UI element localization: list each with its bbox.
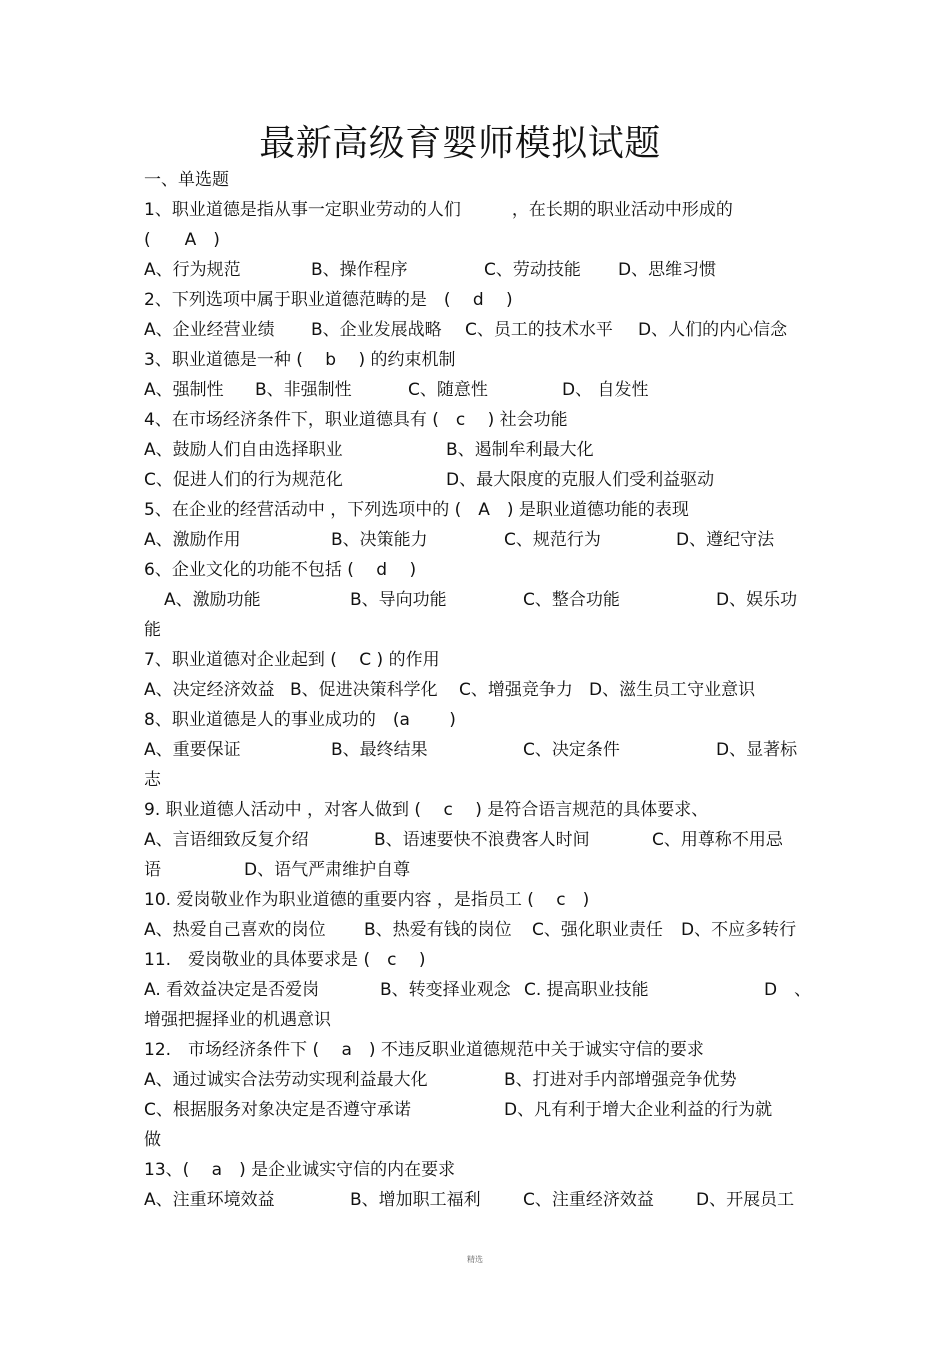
section-heading: 一、单选题 <box>144 170 229 190</box>
option-d: D、凡有利于增大企业利益的行为就 <box>504 1100 773 1120</box>
options-row <box>144 1185 814 1215</box>
option-b: B、导向功能 <box>350 590 447 610</box>
question-text: 10. 爱岗敬业作为职业道德的重要内容 ，是指员工 ( c ) <box>144 890 590 910</box>
option-d: D、不应多转行 <box>681 920 797 940</box>
option-a: A. 看效益决定是否爱岗 <box>144 980 320 1000</box>
option-b: B、打进对手内部增强竞争优势 <box>504 1070 737 1090</box>
option-b: B、语速要快不浪费客人时间 <box>374 830 590 850</box>
question-text: 6、企业文化的功能不包括 ( d ) <box>144 560 417 580</box>
option-a: A、激励作用 <box>144 530 241 550</box>
option-a: A、通过诚实合法劳动实现利益最大化 <box>144 1070 428 1090</box>
option-c: C、规范行为 <box>504 530 601 550</box>
option-b: B、促进决策科学化 <box>290 680 438 700</box>
option-wrap: 做 <box>144 1130 161 1150</box>
option-b: B、决策能力 <box>331 530 428 550</box>
options-row <box>144 1095 814 1125</box>
options-row <box>144 915 814 945</box>
option-c: C、随意性 <box>408 380 488 400</box>
option-d: D、开展员工 <box>696 1190 795 1210</box>
option-c: C、强化职业责任 <box>532 920 663 940</box>
options-row <box>144 975 814 1005</box>
option-c: C、用尊称不用忌 <box>652 830 783 850</box>
question-text: 3、职业道德是一种 ( b ) 的约束机制 <box>144 350 456 370</box>
option-c: C、决定条件 <box>523 740 620 760</box>
options-row <box>144 1065 814 1095</box>
option-b: B、操作程序 <box>311 260 408 280</box>
option-c: C、注重经济效益 <box>523 1190 654 1210</box>
question-text: 5、在企业的经营活动中 ，下列选项中的 ( A ) 是职业道德功能的表现 <box>144 500 689 520</box>
option-c: C、员工的技术水平 <box>465 320 613 340</box>
option-c: C、整合功能 <box>523 590 620 610</box>
option-a: A、强制性 <box>144 380 224 400</box>
option-b: B、转变择业观念 <box>380 980 511 1000</box>
option-d: D、遵纪守法 <box>676 530 775 550</box>
option-d: D、人们的内心信念 <box>638 320 788 340</box>
question-text: 4、在市场经济条件下，职业道德具有 ( c ) 社会功能 <box>144 410 568 430</box>
option-d: D、 自发性 <box>562 380 649 400</box>
option-a: A、言语细致反复介绍 <box>144 830 309 850</box>
options-row <box>144 525 814 555</box>
option-a: A、热爱自己喜欢的岗位 <box>144 920 326 940</box>
question-text: 2、下列选项中属于职业道德范畴的是 ( d ) <box>144 290 513 310</box>
page-footer: 精选 <box>467 1255 483 1264</box>
option-b: B、增加职工福利 <box>350 1190 481 1210</box>
option-c: C、促进人们的行为规范化 <box>144 470 343 490</box>
option-d: D、思维习惯 <box>618 260 717 280</box>
question-text: 7、职业道德对企业起到 ( C ) 的作用 <box>144 650 440 670</box>
option-a: A、注重环境效益 <box>144 1190 275 1210</box>
question-text: 1、职业道德是指从事一定职业劳动的人们 ，在长期的职业活动中形成的 <box>144 200 733 220</box>
question-list <box>144 165 814 1215</box>
option-b: B、企业发展战略 <box>311 320 442 340</box>
options-row <box>144 375 814 405</box>
option-d: D、显著标 <box>716 740 798 760</box>
option-a: A、行为规范 <box>144 260 241 280</box>
option-b: B、非强制性 <box>255 380 352 400</box>
question-text: 12. 市场经济条件下 ( a ) 不违反职业道德规范中关于诚实守信的要求 <box>144 1040 704 1060</box>
option-b: B、最终结果 <box>331 740 428 760</box>
option-b: B、热爱有钱的岗位 <box>364 920 512 940</box>
question-text: 13、( a ) 是企业诚实守信的内在要求 <box>144 1160 456 1180</box>
option-a: A、企业经营业绩 <box>144 320 275 340</box>
option-a: A、决定经济效益 <box>144 680 275 700</box>
options-row <box>144 465 814 495</box>
option-a: A、重要保证 <box>144 740 241 760</box>
option-wrap: 增强把握择业的机遇意识 <box>144 1010 331 1030</box>
option-a: A、激励功能 <box>164 590 261 610</box>
option-d: D 、 <box>764 980 812 1000</box>
option-c: C. 提高职业技能 <box>524 980 649 1000</box>
option-d: D、最大限度的克服人们受利益驱动 <box>446 470 715 490</box>
options-row <box>144 825 814 855</box>
option-wrap: 能 <box>144 620 161 640</box>
option-wrap: 语 <box>144 860 161 880</box>
option-d: D、语气严肃维护自尊 <box>244 860 411 880</box>
question-text: 11. 爱岗敬业的具体要求是 ( c ) <box>144 950 426 970</box>
options-row <box>144 675 814 705</box>
option-c: C、根据服务对象决定是否遵守承诺 <box>144 1100 411 1120</box>
option-d: D、娱乐功 <box>716 590 798 610</box>
options-row <box>144 855 814 885</box>
options-row <box>144 255 814 285</box>
question-text: 8、职业道德是人的事业成功的 (a ) <box>144 710 456 730</box>
option-d: D、滋生员工守业意识 <box>589 680 756 700</box>
question-answer: ( A ) <box>144 230 220 250</box>
option-c: C、增强竞争力 <box>459 680 573 700</box>
option-b: B、遏制牟利最大化 <box>446 440 594 460</box>
options-row <box>144 315 814 345</box>
option-wrap: 志 <box>144 770 161 790</box>
page-title: 最新高级育婴师模拟试题 <box>259 123 661 164</box>
option-a: A、鼓励人们自由选择职业 <box>144 440 343 460</box>
question-text: 9. 职业道德人活动中 ，对客人做到 ( c ) 是符合语言规范的具体要求、 <box>144 800 709 820</box>
option-c: C、劳动技能 <box>484 260 581 280</box>
options-row <box>144 435 814 465</box>
options-row <box>144 735 814 765</box>
options-row <box>144 585 814 615</box>
